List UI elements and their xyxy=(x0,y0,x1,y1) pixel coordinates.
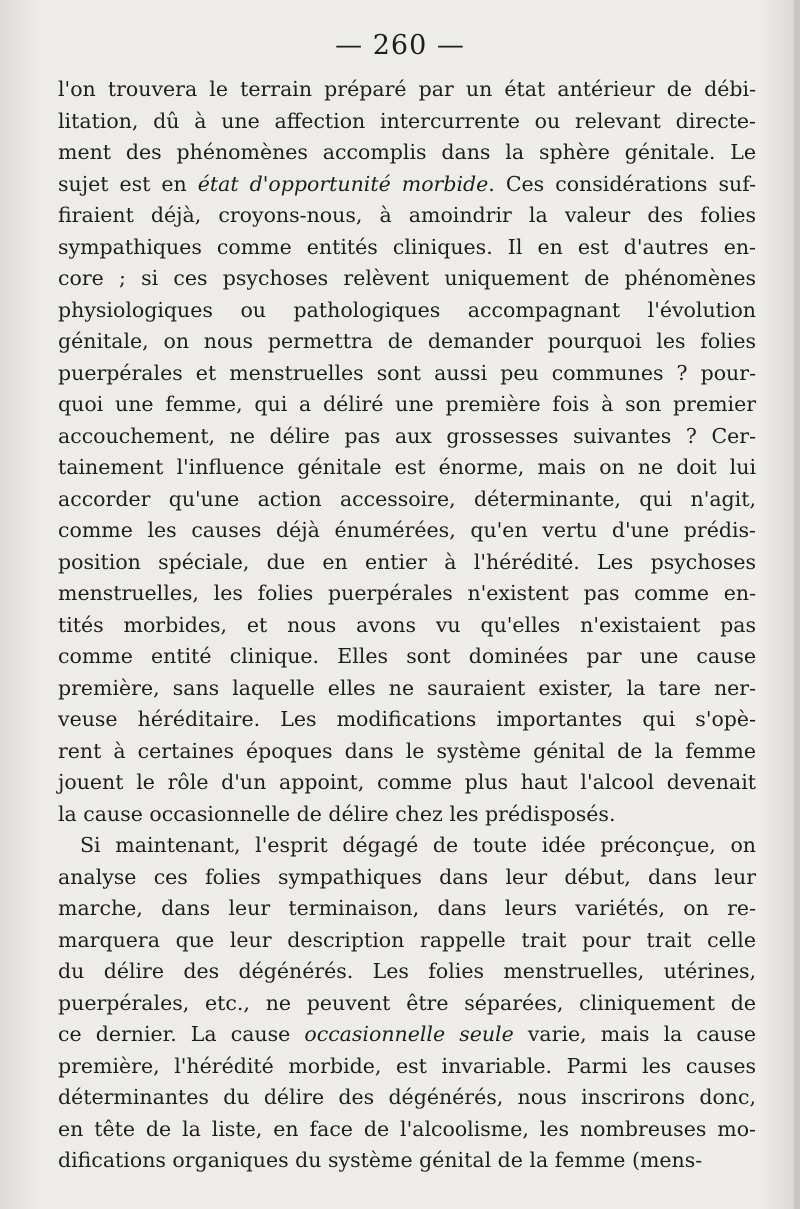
text-line xyxy=(58,1019,756,1051)
text-segment: première, l'hérédité morbide, est invariable. Parmi les causes xyxy=(58,1053,756,1078)
text-segment: puerpérales et menstruelles sont aussi peu communes ? pour- xyxy=(58,360,756,385)
text-segment: analyse ces folies sympathiques dans leur début, dans leur xyxy=(58,864,756,889)
text-line xyxy=(58,578,756,610)
text-segment: accouchement, ne délire pas aux grossesses suivantes ? Cer- xyxy=(58,423,756,448)
text-segment: sympathiques comme entités cliniques. Il en est d'autres en- xyxy=(58,234,756,259)
text-segment: puerpérales, etc., ne peuvent être séparées, cliniquement de xyxy=(58,990,756,1015)
text-line xyxy=(58,263,756,295)
text-segment: core ; si ces psychoses relèvent uniquement de phénomènes xyxy=(58,266,756,290)
text-line xyxy=(58,484,756,516)
text-line xyxy=(58,1082,756,1114)
text-line xyxy=(58,1145,756,1177)
text-line xyxy=(58,956,756,988)
text-segment: tainement l'influence génitale est énorme, mais on ne doit lui xyxy=(58,455,756,479)
text-segment: ce dernier. La cause xyxy=(58,1022,305,1046)
italic-emphasis: occasionnelle seule xyxy=(304,1022,514,1046)
italic-emphasis: état d'opportunité morbide xyxy=(197,171,489,196)
text-segment: marquera que leur description rappelle trait pour trait celle xyxy=(58,927,756,952)
page-edge xyxy=(794,0,800,1209)
text-line xyxy=(58,295,756,327)
text-line xyxy=(58,421,756,453)
text-segment: difications organiques du système génital de la femme (mens- xyxy=(58,1148,703,1172)
text-segment: en tête de la liste, en face de l'alcoolisme, les nombreuses mo- xyxy=(58,1116,756,1141)
text-segment: déterminantes du délire des dégénérés, nous inscrirons donc, xyxy=(58,1085,756,1109)
text-line xyxy=(58,389,756,421)
text-line xyxy=(58,704,756,736)
text-line xyxy=(58,200,756,232)
text-segment: physiologiques ou pathologiques accompagnant l'évolution xyxy=(58,297,756,322)
text-line xyxy=(58,830,756,862)
text-segment: jouent le rôle d'un appoint, comme plus haut l'alcool devenait xyxy=(58,770,756,794)
text-segment: tités morbides, et nous avons vu qu'elles n'existaient pas xyxy=(58,612,756,637)
text-line xyxy=(58,641,756,673)
text-line xyxy=(58,326,756,358)
text-line xyxy=(58,862,756,894)
page-number-header: — 260 — xyxy=(335,30,465,61)
text-line xyxy=(58,893,756,925)
text-line xyxy=(58,1114,756,1146)
text-line xyxy=(58,925,756,957)
text-segment: sujet est en xyxy=(58,171,198,196)
text-segment: veuse héréditaire. Les modifications importantes qui s'opè- xyxy=(58,707,756,731)
text-line xyxy=(58,74,756,106)
text-line xyxy=(58,673,756,705)
text-line xyxy=(58,1051,756,1083)
text-segment: firaient déjà, croyons-nous, à amoindrir la valeur des folies xyxy=(58,203,756,227)
text-line xyxy=(58,232,756,264)
text-segment: marche, dans leur terminaison, dans leurs variétés, on re- xyxy=(58,896,756,920)
paragraph-2 xyxy=(58,830,756,1177)
text-segment: génitale, on nous permettra de demander pourquoi les folies xyxy=(58,329,756,353)
text-line xyxy=(58,106,756,138)
text-segment: Si maintenant, l'esprit dégagé de toute idée préconçue, on xyxy=(80,833,756,857)
text-segment: position spéciale, due en entier à l'hérédité. Les psychoses xyxy=(58,549,756,574)
text-segment: la cause occasionnelle de délire chez les prédisposés. xyxy=(58,801,616,826)
text-line xyxy=(58,988,756,1020)
text-line xyxy=(58,610,756,642)
text-line xyxy=(58,358,756,390)
text-segment: ment des phénomènes accomplis dans la sphère génitale. Le xyxy=(58,140,756,164)
text-segment: . Ces considérations suf- xyxy=(488,171,756,196)
text-segment: varie, mais la cause xyxy=(513,1022,756,1046)
text-segment: du délire des dégénérés. Les folies menstruelles, utérines, xyxy=(58,959,756,983)
text-line xyxy=(58,137,756,169)
text-line xyxy=(58,767,756,799)
text-segment: menstruelles, les folies puerpérales n'existent pas comme en- xyxy=(58,581,756,605)
paragraph-1 xyxy=(58,74,756,830)
text-segment: accorder qu'une action accessoire, déterminante, qui n'agit, xyxy=(58,486,756,511)
text-line xyxy=(58,799,756,831)
text-line xyxy=(58,515,756,547)
text-segment: comme les causes déjà énumérées, qu'en vertu d'une prédis- xyxy=(58,518,756,542)
text-line xyxy=(58,452,756,484)
text-line xyxy=(58,736,756,768)
text-segment: quoi une femme, qui a déliré une première fois à son premier xyxy=(58,392,756,416)
text-segment: rent à certaines époques dans le système génital de la femme xyxy=(58,738,756,763)
body-text xyxy=(58,74,756,1177)
text-line xyxy=(58,547,756,579)
text-segment: comme entité clinique. Elles sont dominées par une cause xyxy=(58,644,756,668)
text-segment: première, sans laquelle elles ne sauraient exister, la tare ner- xyxy=(58,675,756,700)
text-segment: litation, dû à une affection intercurrente ou relevant directe- xyxy=(58,108,756,133)
text-segment: l'on trouvera le terrain préparé par un état antérieur de débi- xyxy=(58,77,756,101)
text-line xyxy=(58,169,756,201)
